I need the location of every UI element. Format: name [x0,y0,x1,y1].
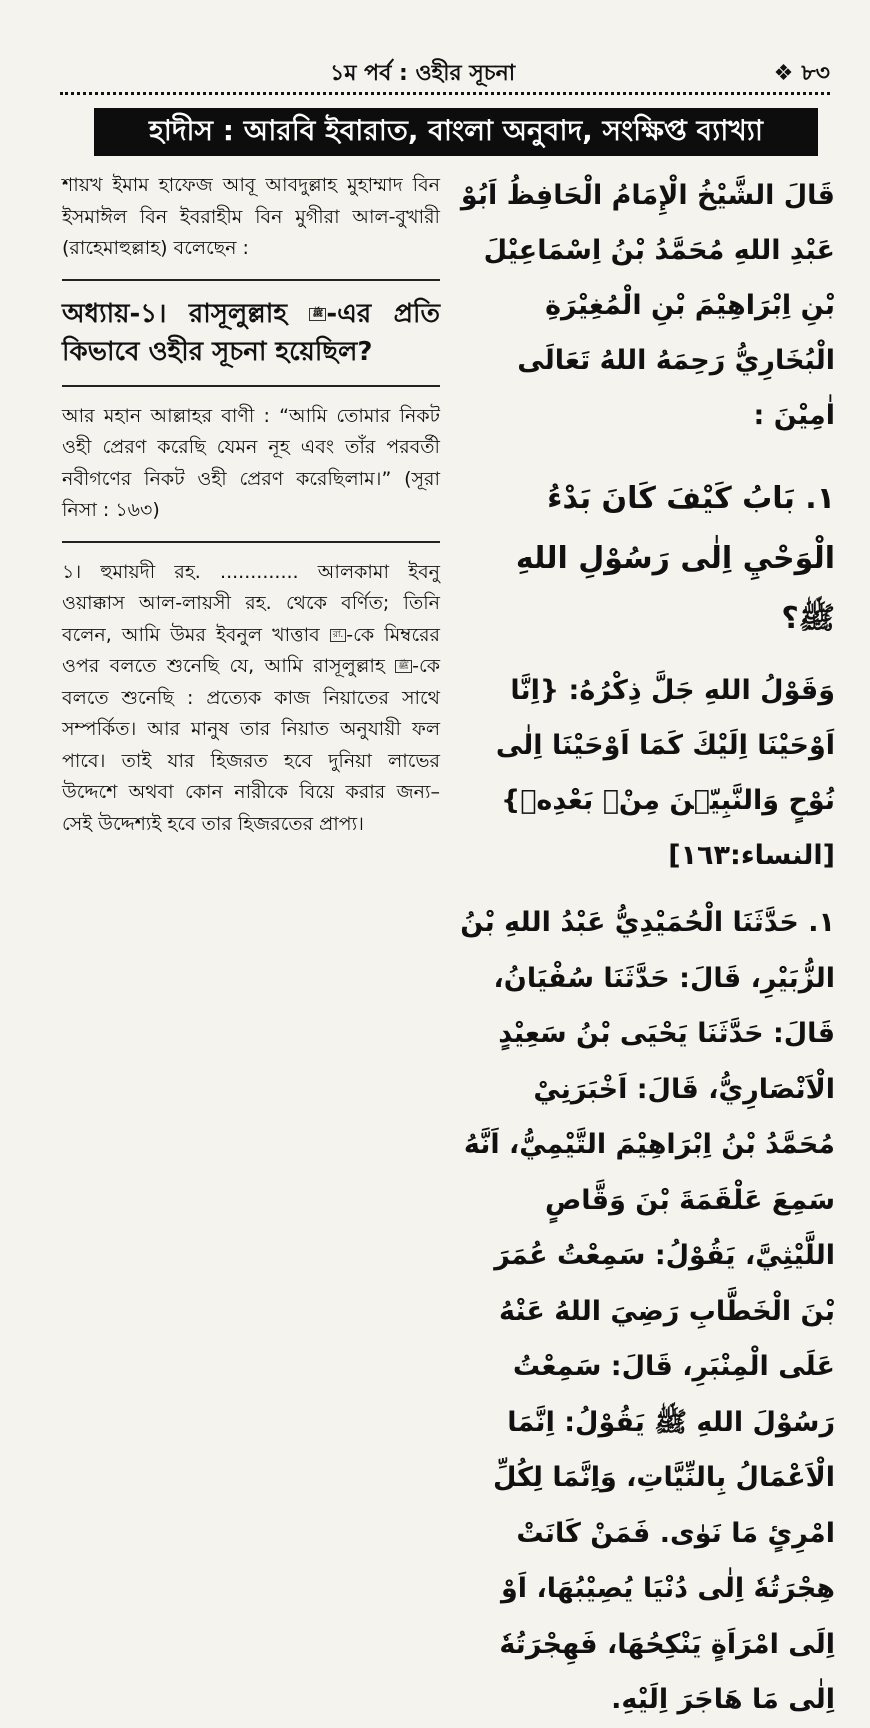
salawat-mark-icon: ﷺ [309,308,326,321]
hadith-text-part: ১। হুমায়দী রহ. ............. আলকামা ইবনু ওয়াক্কাস আল-লায়সী রহ. থেকে বর্ণিত; তিনি বলেন, আমি উমর ইবনুল খাত্তাব [62,560,440,646]
quran-verse-arabic: وَقَوْلُ اللهِ جَلَّ ذِكْرُهُ: {اِنَّا اَوْحَيْنَا اِلَيْكَ كَمَا اَوْحَيْنَا اِلٰى نُوْحٍ وَالنَّبِيّٖنَ مِنْۢ بَعْدِهٖ} [النساء:١٦٣] [495,675,835,871]
chapter-title-part: -এর প্রতি কিভাবে ওহীর সূচনা হয়েছিল? [62,298,440,367]
bengali-column [62,170,440,840]
spacer [455,883,835,895]
intro-bengali: শায়খ ইমাম হাফেজ আবূ আবদুল্লাহ মুহাম্মাদ বিন ইসমাঈল বিন ইবরাহীম বিন মুগীরা আল-বুখারী (রাহেমাহুল্লাহ) বলেছেন : [62,174,440,259]
hadith-bengali [62,557,440,841]
ornament-icon: ❖ [773,61,794,86]
divider [62,279,440,281]
header-dotted-rule [60,92,830,95]
banner-title: হাদীস : আরবি ইবারাত, বাংলা অনুবাদ, সংক্ষিপ্ত ব্যাখ্যা [148,113,764,147]
quran-quote-bengali: আর মহান আল্লাহর বাণী : “আমি তোমার নিকট ওহী প্রেরণ করেছি যেমন নূহ এবং তাঁর পরবর্তী নবীগণের নিকট ওহী প্রেরণ করেছিলাম।” (সূরা নিসা : ১৬৩) [62,404,440,521]
spacer [455,649,835,663]
hadith-text-part: -কে বলতে শুনেছি : প্রত্যেক কাজ নিয়াতের সাথে সম্পর্কিত। আর মানুষ তার নিয়াত অনুযায়ী ফল পাবে। তাই যার হিজরত হবে দুনিয়া লাভের উদ্দেশে অথবা কোন নারীকে বিয়ে করার জন্য– সেই উদ্দেশ্যই হবে তার হিজরতের প্রাপ্য। [62,655,440,835]
section-banner [94,108,818,156]
arabic-column [455,168,835,1728]
divider [62,385,440,387]
radiyallahu-mark-icon: রা. [330,629,346,642]
chapter-title-bengali [62,295,440,371]
intro-arabic: قَالَ الشَّيْخُ الْإِمَامُ الْحَافِظُ اَبُوْ عَبْدِ اللهِ مُحَمَّدُ بْنُ اِسْمَاعِيْلَ بْنِ اِبْرَاهِيْمَ بْنِ الْمُغِيْرَةِ الْبُخَارِيُّ رَحِمَهُ اللهُ تَعَالَى اٰمِيْنَ : [460,180,835,431]
chapter-title-arabic: ١. بَابُ كَيْفَ كَانَ بَدْءُ الْوَحْيِ اِلٰى رَسُوْلِ اللهِ ﷺ؟ [515,481,835,636]
running-title: ১ম পর্ব : ওহীর সূচনা [330,61,516,86]
salawat-mark-icon: ﷺ [395,660,412,673]
page-number-block [774,56,830,93]
spacer [455,443,835,469]
hadith-arabic: ١. حَدَّثَنَا الْحُمَيْدِيُّ عَبْدُ اللهِ بْنُ الزُّبَيْرِ، قَالَ: حَدَّثَنَا سُفْيَانُ، قَالَ: حَدَّثَنَا يَحْيَى بْنُ سَعِيْدٍ الْاَنْصَارِيُّ، قَالَ: اَخْبَرَنِيْ مُحَمَّدُ بْنُ اِبْرَاهِيْمَ التَّيْمِيُّ، اَنَّهُ سَمِعَ عَلْقَمَةَ بْنَ وَقَّاصٍ اللَّيْثِيَّ، يَقُوْلُ: سَمِعْتُ عُمَرَ بْنَ الْخَطَّابِ رَضِيَ اللهُ عَنْهُ عَلَى الْمِنْبَرِ، قَالَ: سَمِعْتُ رَسُوْلَ اللهِ ﷺ يَقُوْلُ: اِنَّمَا الْاَعْمَالُ بِالنِّيَّاتِ، وَاِنَّمَا لِكُلِّ امْرِئٍ مَا نَوٰى. فَمَنْ كَانَتْ هِجْرَتُهٗ اِلٰى دُنْيَا يُصِيْبُهَا، اَوْ اِلَى امْرَاَةٍ يَنْكِحُهَا، فَهِجْرَتُهٗ اِلٰى مَا هَاجَرَ اِلَيْهِ. [460,907,835,1715]
page-number: ৮৩ [801,61,830,86]
running-header [60,52,830,92]
divider [62,541,440,543]
hadith-text-part: -কে মিম্বরের ওপর বলতে শুনেছি যে, আমি রাসূলুল্লাহ [62,623,440,677]
chapter-title-part: অধ্যায়-১। রাসূলুল্লাহ [62,298,310,329]
